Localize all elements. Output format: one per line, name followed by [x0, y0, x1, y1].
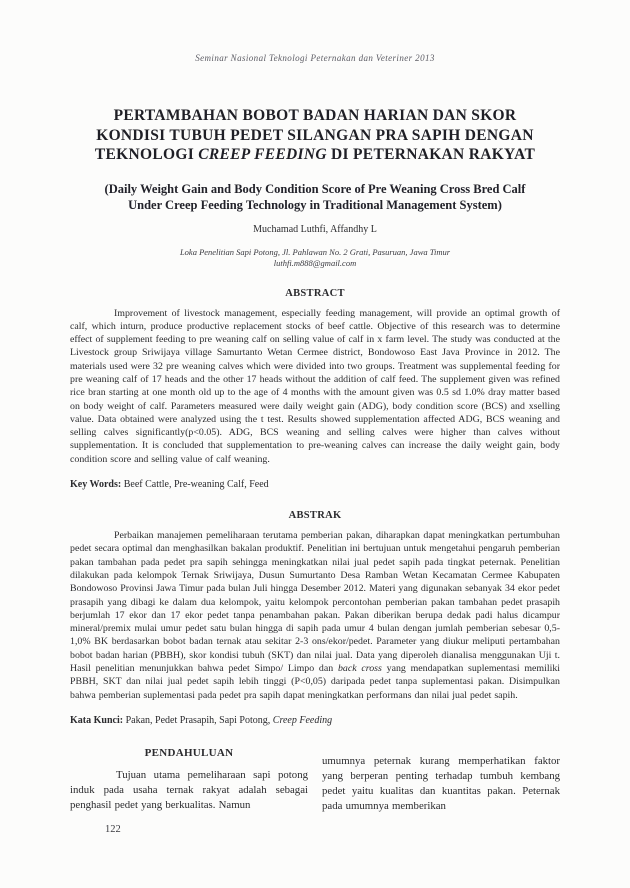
running-header: Seminar Nasional Teknologi Peternakan dan Veteriner 2013: [195, 53, 435, 63]
kata-kunci-value: Pakan, Pedet Prasapih, Sapi Potong,: [123, 714, 273, 726]
paper-subtitle-english: (Daily Weight Gain and Body Condition Score of Pre Weaning Cross Bred Calf Under Creep Feeding Technology in Traditional Management System): [104, 181, 526, 212]
paper-title-line3: [70, 145, 560, 165]
kata-kunci-label: Kata Kunci:: [70, 714, 124, 726]
paper-title-line3-italic: CREEP FEEDING: [198, 146, 327, 163]
abstrak-text-after: yang mendapatkan suplementasi memiliki PBBH, SKT dan nilai jual pedet sapih lebih tinggi (P<0,05) daripada pedet tanpa suplementasi pakan. Disimpulkan bahwa pemberian suplementasi pada pedet pra sapih dapat meningkatkan performans dan nilai jual pedet sapih.: [70, 663, 561, 701]
author-email: luthfi.m888@gmail.com: [273, 257, 357, 268]
paper-title: [70, 106, 560, 165]
abstract-body-indonesian: [70, 529, 560, 702]
intro-paragraph-left: Tujuan utama pemeliharaan sapi potong induk pada usaha ternak rakyat adalah sebagai penghasil pedet yang berkualitas. Namun: [70, 768, 308, 811]
intro-paragraph-right: umumnya peternak kurang memperhatikan faktor yang berperan penting terhadap tumbuh kembang pedet yaitu kualitas dan kuantitas pakan. Peternak pada umumnya memberikan: [322, 754, 560, 812]
paper-title-line3-prefix: TEKNOLOGI: [94, 146, 199, 163]
abstract-heading: ABSTRACT: [285, 287, 345, 299]
paper-title-line3-suffix: DI PETERNAKAN RAKYAT: [326, 146, 536, 163]
introduction-section: [70, 746, 560, 814]
keywords-line-indonesian: [70, 714, 560, 727]
abstract-body-english: Improvement of livestock management, especially feeding management, will provide an optimal growth of calf, which inturn, produce productive replacement stocks of beef cattle. Objective of this research was to determine effect of supplement feeding to pre weaning calf on selling value of calf in x farm level. The study was conducted at the Livestock group Sriwijaya village Samurtanto Wetan Cermee district, Bondowoso East Java Province in 2012. The materials used were 32 pre weaning calves which were divided into two groups. Treatment was supplemental feeding for pre weaning calf of 17 heads and the other 17 heads without the addition of calf feed. The supplement given was refined rice bran starting at one month old up to the age of 4 months with the amount given was 0.5 sd 1.0% dray matter based on body weight of calf. Parameters measured were daily weight gain (ADG), body condition score (BCS) and xselling value. Data obtained were analyzed using the t test. Results showed supplementation affected ADG, BCS weaning and selling calves significantly(p<0.05). ADG, BCS weaning and selling calves were higher than calves without supplementation. It is concluded that supplementation to pre-weaning calves can increase the daily weight gain, body condition score and selling value of calf weaning.: [70, 307, 560, 465]
abstrak-text-italic: back cross: [337, 663, 382, 675]
intro-heading: PENDAHULUAN: [144, 746, 234, 759]
keywords-label: Key Words:: [70, 479, 122, 491]
page-number: 122: [105, 824, 121, 835]
paper-title-line1: PERTAMBAHAN BOBOT BADAN HARIAN DAN SKOR: [113, 107, 517, 124]
keywords-value: Beef Cattle, Pre-weaning Calf, Feed: [121, 479, 269, 491]
intro-column-right: [322, 746, 560, 814]
abstrak-text-before: Perbaikan manajemen pemeliharaan terutama pemberian pakan, diharapkan dapat meningkatkan pertumbuhan pedet secara optimal dan menghasilkan bakalan produktif. Penelitian ini bertujuan untuk mengetahui pengaruh pemberian pakan tambahan pada pedet pra sapih sehingga meningkatkan nilai jual pedet sapih pada tingkat peternak. Penelitian dilakukan pada kelompok Ternak Sriwijaya, Dusun Sumurtanto Desa Ramban Wetan Kecamatan Cermee Kabupaten Bondowoso Provinsi Jawa Timur pada bulan Juli hingga Desember 2012. Materi yang digunakan sebanyak 34 ekor pedet prasapih yang dibagi ke dalam dua kelompok, yaitu kelompok percontohan pemberian pakan tambahan pedet prasapih berjumlah 17 ekor dan 17 ekor pedet tanpa penambahan pakan. Pakan diberikan berupa dedak padi halus dicampur mineral/premix mulai umur pedet satu bulan hingga di sapih pada umur 4 bulan dengan jumlah pemberian sebesar 0,5-1,0% BK berdasarkan bobot badan ternak atau sekitar 2-3 ons/ekor/pedet. Parameter yang diukur meliputi pertambahan bobot badan harian (PBBH), skor kondisi tubuh (SKT) dan nilai jual. Data yang diperoleh dianalisa menggunakan Uji t. Hasil penelitian menunjukkan bahwa pedet Simpo/ Limpo dan: [70, 530, 560, 675]
keywords-line-english: [70, 478, 560, 491]
paper-title-line2: KONDISI TUBUH PEDET SILANGAN PRA SAPIH DENGAN: [96, 126, 534, 144]
abstrak-heading: ABSTRAK: [288, 510, 342, 522]
kata-kunci-italic: Creep Feeding: [272, 714, 333, 726]
authors: Muchamad Luthfi, Affandhy L: [253, 223, 377, 235]
intro-column-left: [70, 746, 308, 814]
affiliation: Loka Penelitian Sapi Potong, Jl. Pahlawan No. 2 Grati, Pasuruan, Jawa Timur: [179, 246, 451, 257]
